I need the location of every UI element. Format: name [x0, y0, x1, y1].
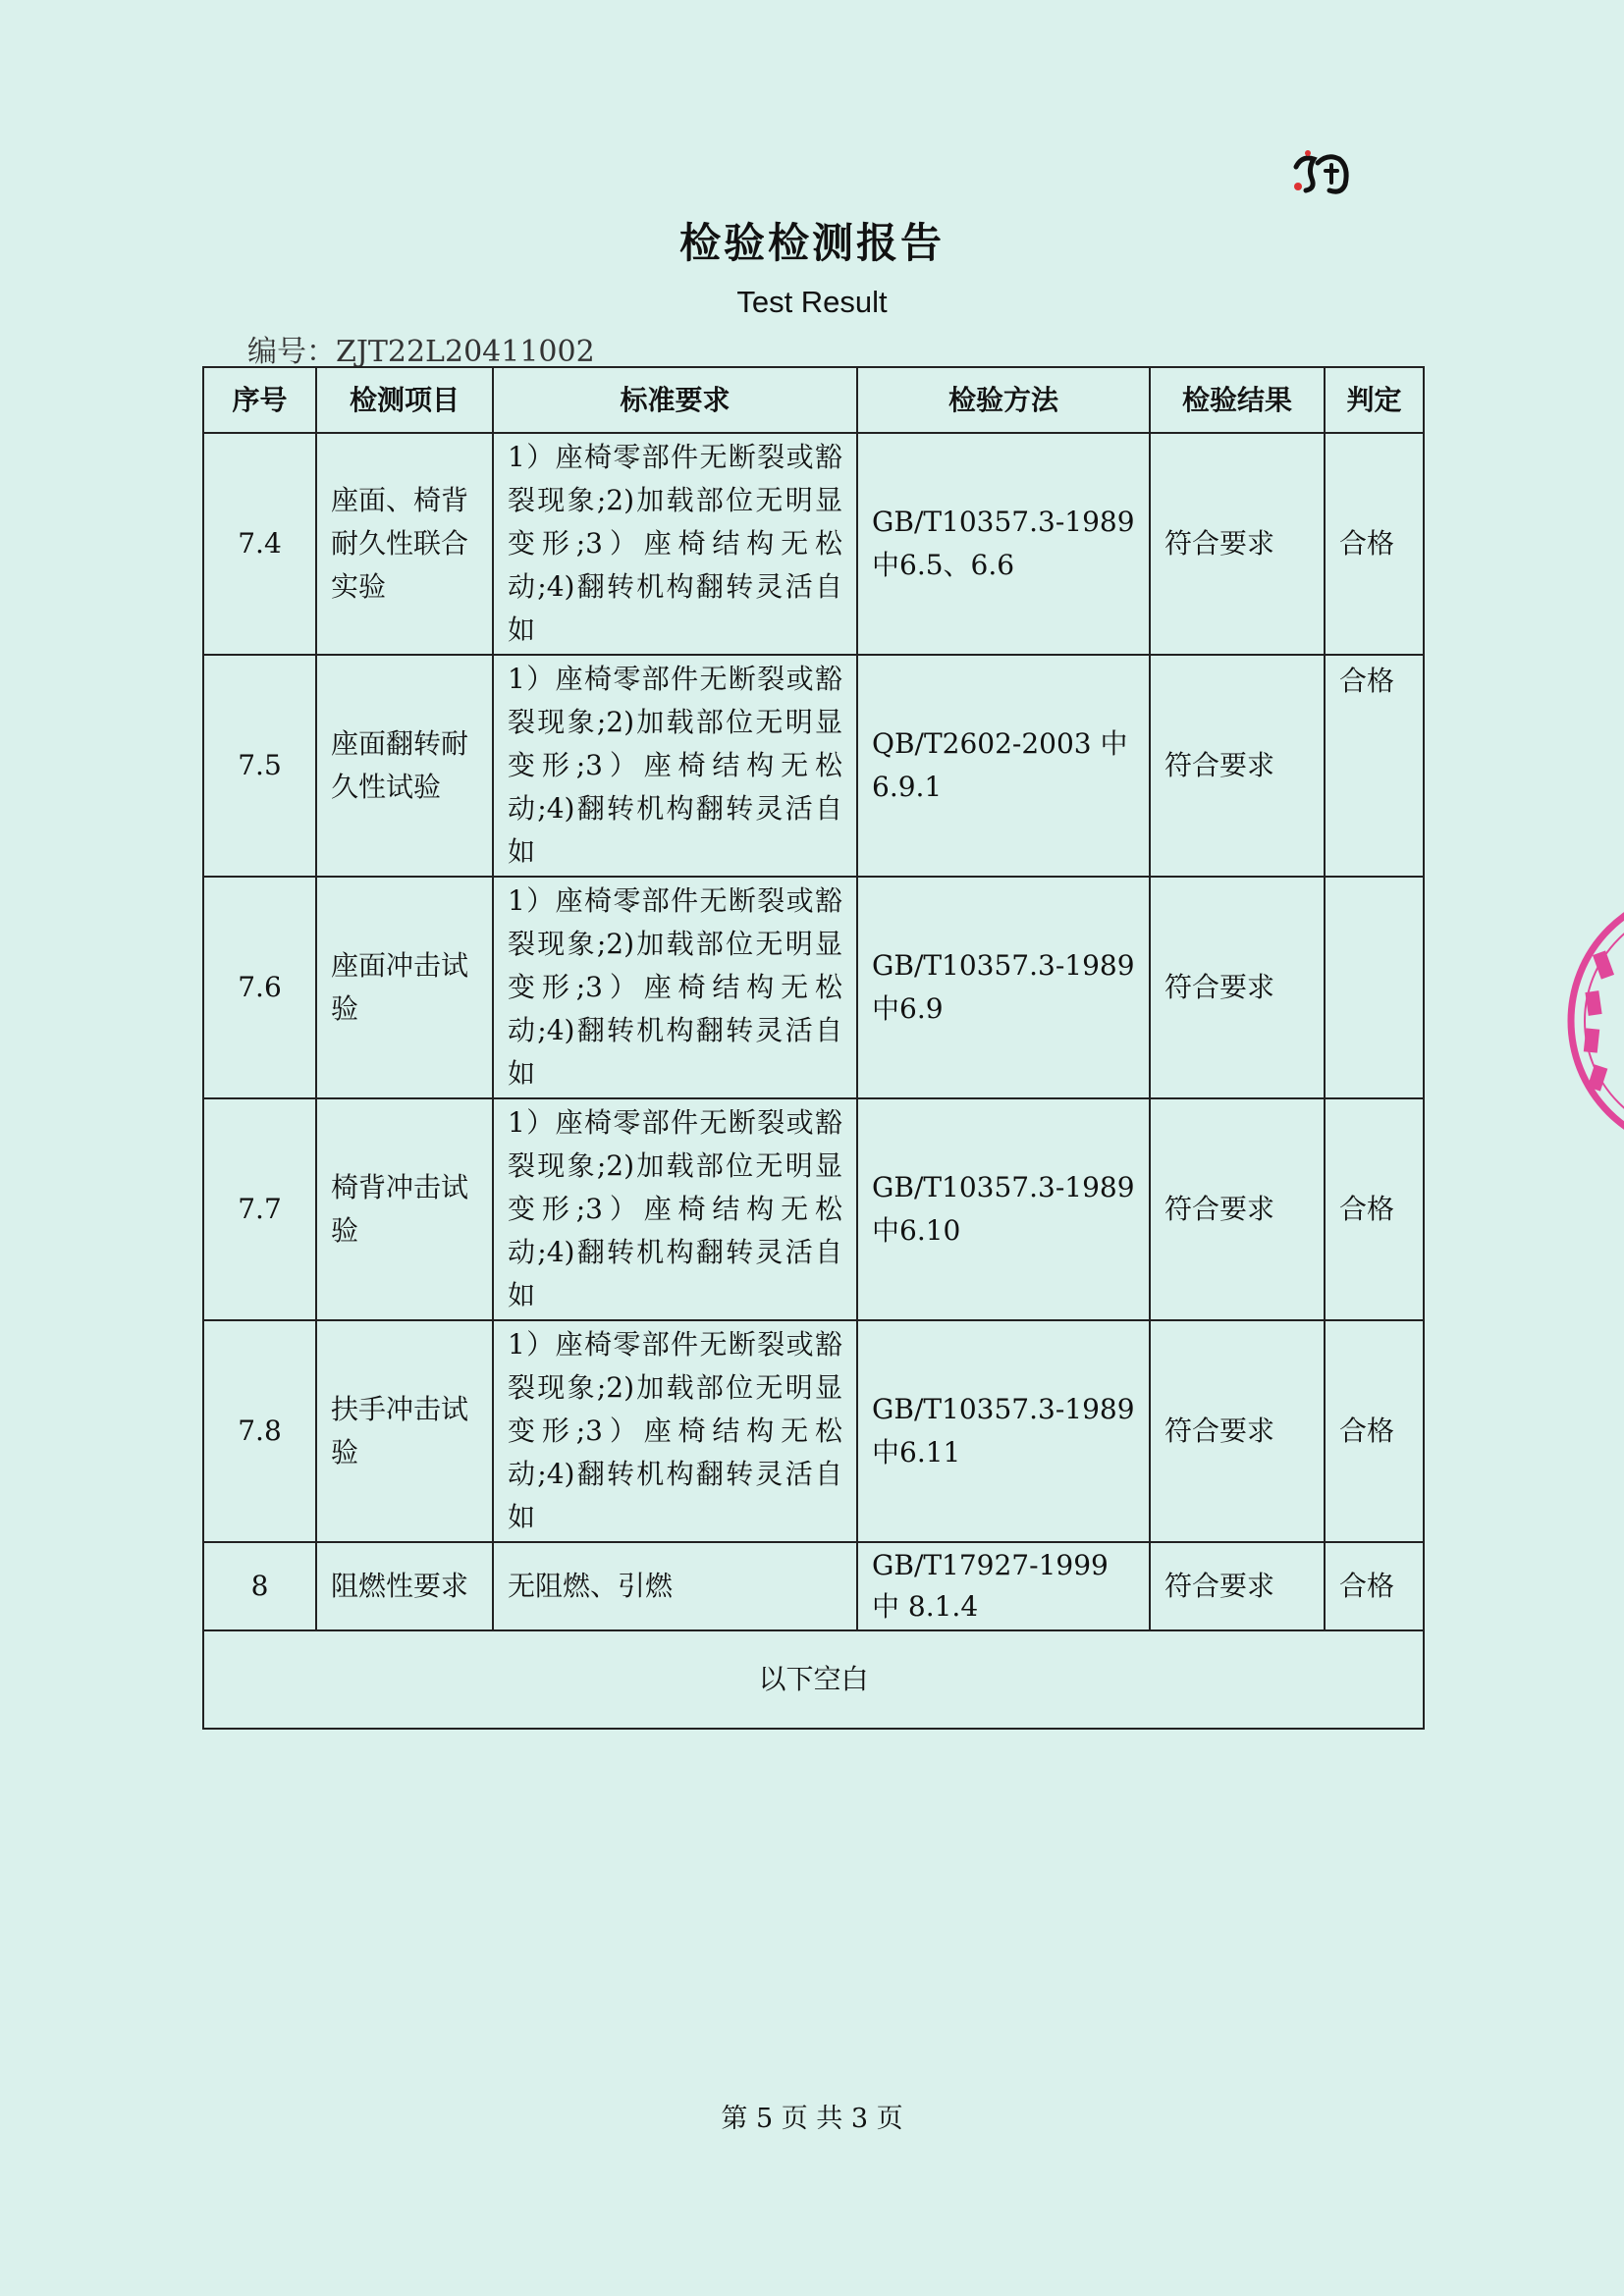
test-results-table — [202, 366, 1425, 1730]
cell-requirement: 1）座椅零部件无断裂或豁裂现象;2)加载部位无明显变形;3）座椅结构无松动;4)翻转机构翻转灵活自如 — [493, 877, 857, 1098]
cell-seq: 7.5 — [203, 655, 316, 877]
cell-result: 符合要求 — [1150, 1320, 1325, 1542]
cell-verdict: 合格 — [1325, 1098, 1424, 1320]
cell-result: 符合要求 — [1150, 877, 1325, 1098]
cell-verdict: 合格 — [1325, 655, 1424, 877]
cell-method: GB/T17927-1999 中 8.1.4 — [857, 1542, 1150, 1630]
cell-requirement: 1）座椅零部件无断裂或豁裂现象;2)加载部位无明显变形;3）座椅结构无松动;4)翻转机构翻转灵活自如 — [493, 1098, 857, 1320]
cell-item: 椅背冲击试验 — [316, 1098, 493, 1320]
cell-seq: 8 — [203, 1542, 316, 1630]
report-number: 编号：ZJT22L20411002 — [247, 335, 595, 369]
cell-result: 符合要求 — [1150, 1098, 1325, 1320]
cell-seq: 7.6 — [203, 877, 316, 1098]
red-seal-stamp-icon — [1563, 883, 1624, 1158]
cell-result: 符合要求 — [1150, 1542, 1325, 1630]
table-row — [203, 877, 1424, 1098]
column-header-method: 检验方法 — [857, 367, 1150, 433]
cell-requirement: 1）座椅零部件无断裂或豁裂现象;2)加载部位无明显变形;3）座椅结构无松动;4)翻转机构翻转灵活自如 — [493, 1320, 857, 1542]
brand-logo-icon — [1288, 145, 1359, 200]
cell-result: 符合要求 — [1150, 433, 1325, 655]
cell-item: 座面冲击试验 — [316, 877, 493, 1098]
cell-verdict: 合格 — [1325, 1320, 1424, 1542]
table-row — [203, 1320, 1424, 1542]
cell-requirement: 1）座椅零部件无断裂或豁裂现象;2)加载部位无明显变形;3）座椅结构无松动;4)翻转机构翻转灵活自如 — [493, 655, 857, 877]
cell-method: GB/T10357.3-1989中6.10 — [857, 1098, 1150, 1320]
cell-verdict — [1325, 877, 1424, 1098]
cell-verdict: 合格 — [1325, 1542, 1424, 1630]
cell-item: 座面翻转耐久性试验 — [316, 655, 493, 877]
column-header-result: 检验结果 — [1150, 367, 1325, 433]
cell-seq: 7.8 — [203, 1320, 316, 1542]
cell-seq: 7.4 — [203, 433, 316, 655]
table-row — [203, 655, 1424, 877]
table-header-row — [203, 367, 1424, 433]
cell-method: GB/T10357.3-1989中6.9 — [857, 877, 1150, 1098]
cell-requirement: 1）座椅零部件无断裂或豁裂现象;2)加载部位无明显变形;3）座椅结构无松动;4)翻转机构翻转灵活自如 — [493, 433, 857, 655]
column-header-seq: 序号 — [203, 367, 316, 433]
cell-verdict: 合格 — [1325, 433, 1424, 655]
cell-requirement: 无阻燃、引燃 — [493, 1542, 857, 1630]
column-header-verdict: 判定 — [1325, 367, 1424, 433]
table-row — [203, 433, 1424, 655]
table-row — [203, 1542, 1424, 1630]
cell-item: 扶手冲击试验 — [316, 1320, 493, 1542]
table-row — [203, 1098, 1424, 1320]
column-header-item: 检测项目 — [316, 367, 493, 433]
table-blank-row — [203, 1630, 1424, 1729]
cell-method: GB/T10357.3-1989中6.11 — [857, 1320, 1150, 1542]
cell-result: 符合要求 — [1150, 655, 1325, 877]
blank-note: 以下空白 — [203, 1630, 1424, 1729]
column-header-requirement: 标准要求 — [493, 367, 857, 433]
cell-method: QB/T2602-2003 中 6.9.1 — [857, 655, 1150, 877]
page-number: 第 5 页 共 3 页 — [721, 2104, 903, 2134]
cell-item: 阻燃性要求 — [316, 1542, 493, 1630]
report-subtitle: Test Result — [736, 285, 888, 319]
cell-seq: 7.7 — [203, 1098, 316, 1320]
cell-item: 座面、椅背耐久性联合实验 — [316, 433, 493, 655]
report-title: 检验检测报告 — [678, 219, 945, 267]
cell-method: GB/T10357.3-1989中6.5、6.6 — [857, 433, 1150, 655]
